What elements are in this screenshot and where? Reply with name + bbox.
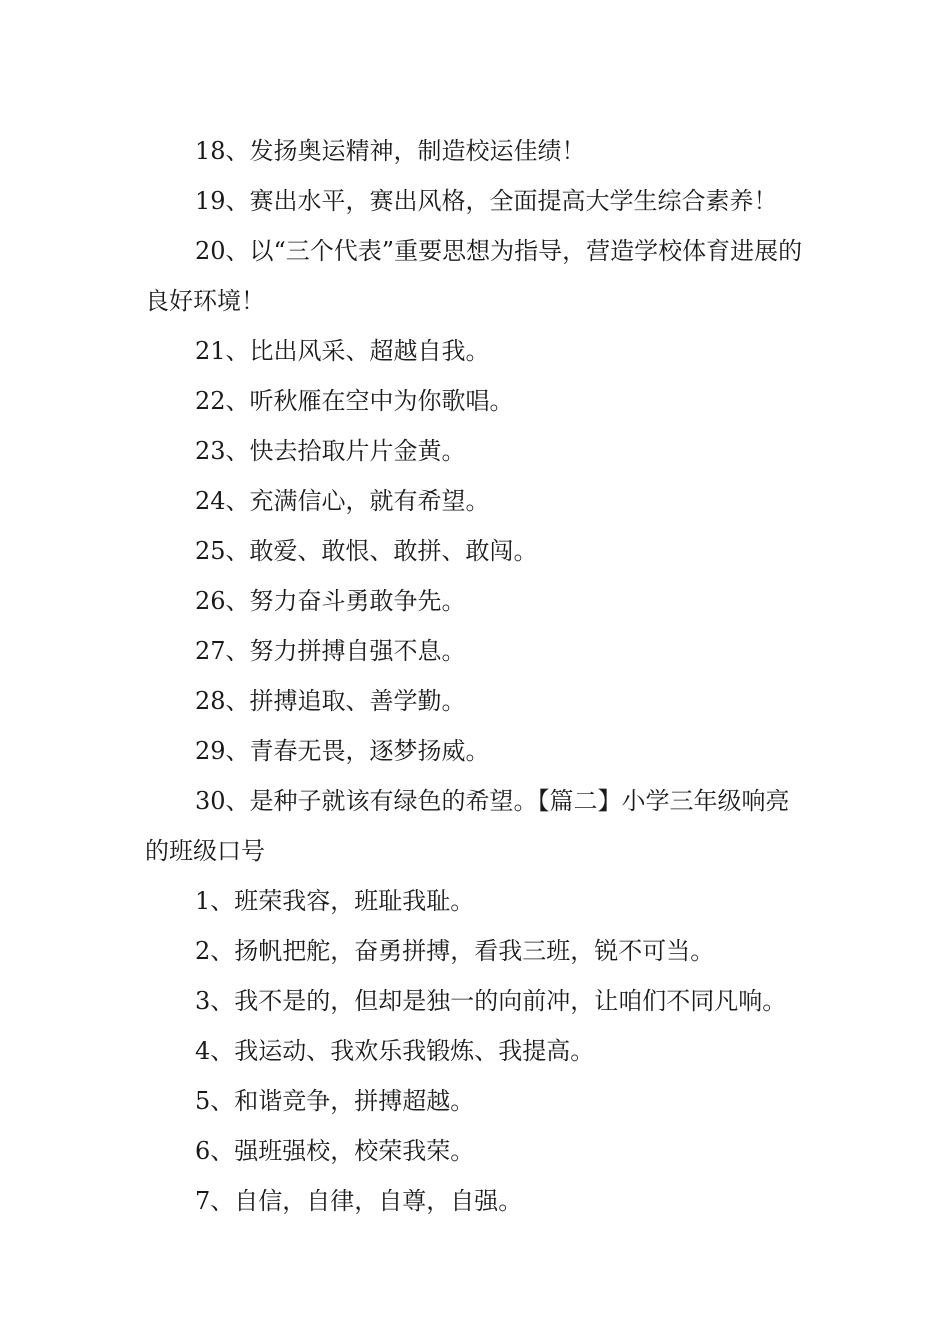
paragraph: 20、以“三个代表”重要思想为指导，营造学校体育进展的良好环境！ bbox=[145, 237, 803, 315]
paragraph: 29、青春无畏，逐梦扬威。 bbox=[195, 737, 490, 765]
paragraph: 27、努力拼搏自强不息。 bbox=[195, 637, 466, 665]
paragraph: 4、我运动、我欢乐我锻炼、我提高。 bbox=[195, 1037, 595, 1065]
paragraph: 26、努力奋斗勇敢争先。 bbox=[195, 587, 466, 615]
paragraph: 30、是种子就该有绿色的希望。【篇二】小学三年级响亮的班级口号 bbox=[145, 787, 790, 865]
paragraph: 21、比出风采、超越自我。 bbox=[195, 337, 490, 365]
paragraph: 1、班荣我容，班耻我耻。 bbox=[195, 887, 475, 915]
paragraph: 2、扬帆把舵，奋勇拼搏，看我三班，锐不可当。 bbox=[195, 937, 715, 965]
document-body bbox=[145, 126, 810, 1226]
paragraph: 18、发扬奥运精神，制造校运佳绩！ bbox=[195, 137, 586, 165]
paragraph: 22、听秋雁在空中为你歌唱。 bbox=[195, 387, 514, 415]
paragraph: 3、我不是的，但却是独一的向前冲，让咱们不同凡响。 bbox=[195, 987, 787, 1015]
paragraph: 28、拼搏追取、善学勤。 bbox=[195, 687, 466, 715]
paragraph: 24、充满信心，就有希望。 bbox=[195, 487, 490, 515]
paragraph: 23、快去拾取片片金黄。 bbox=[195, 437, 466, 465]
paragraph: 19、赛出水平，赛出风格，全面提高大学生综合素养！ bbox=[195, 187, 778, 215]
paragraph: 25、敢爱、敢恨、敢拼、敢闯。 bbox=[195, 537, 538, 565]
paragraph: 6、强班强校，校荣我荣。 bbox=[195, 1137, 475, 1165]
paragraph: 5、和谐竞争，拼搏超越。 bbox=[195, 1087, 475, 1115]
paragraph: 7、自信，自律，自尊，自强。 bbox=[195, 1187, 523, 1215]
